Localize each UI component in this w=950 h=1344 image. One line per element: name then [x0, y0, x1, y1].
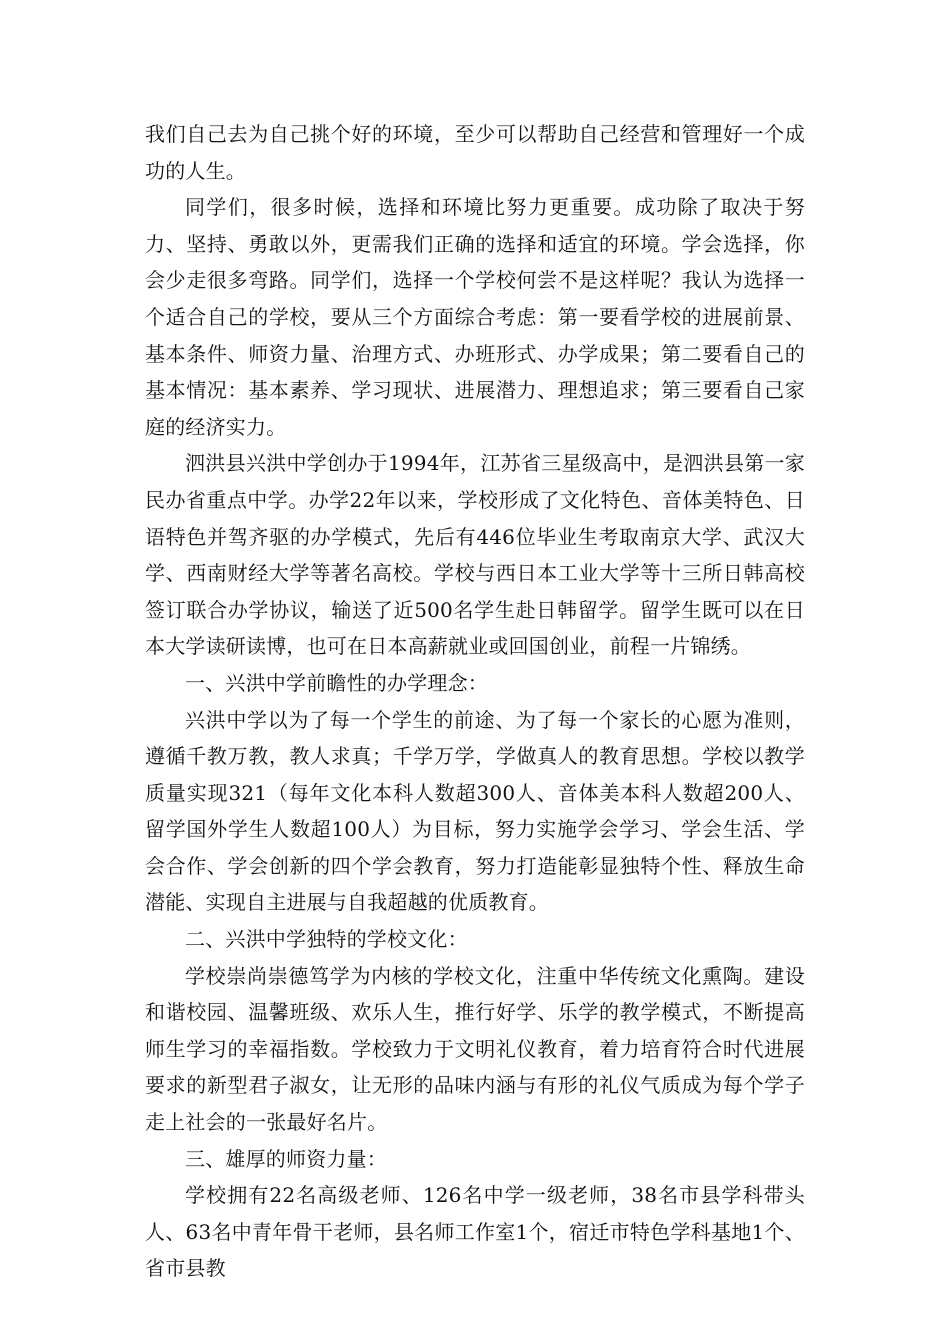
paragraph-continuation: 我们自己去为自己挑个好的环境，至少可以帮助自己经营和管理好一个成功的人生。	[145, 122, 805, 183]
section-heading-philosophy: 一、兴洪中学前瞻性的办学理念：	[185, 670, 488, 695]
section-heading-faculty: 三、雄厚的师资力量：	[185, 1146, 387, 1171]
paragraph-faculty: 学校拥有22名高级老师、126名中学一级老师，38名市县学科带头人、63名中青年骨干老师，县名师工作室1个，宿迁市特色学科基地1个、省市县教	[145, 1183, 805, 1281]
document-body	[145, 116, 805, 1287]
paragraph-culture: 学校崇尚崇德笃学为内核的学校文化，注重中华传统文化熏陶。建设和谐校园、温馨班级、欢乐人生，推行好学、乐学的教学模式，不断提高师生学习的幸福指数。学校致力于文明礼仪教育，着力培育符合时代进展要求的新型君子淑女，让无形的品味内涵与有形的礼仪气质成为每个学子走上社会的一张最好名片。	[145, 963, 805, 1135]
paragraph-choice-and-environment: 同学们，很多时候，选择和环境比努力更重要。成功除了取决于努力、坚持、勇敢以外，更需我们正确的选择和适宜的环境。学会选择，你会少走很多弯路。同学们，选择一个学校何尝不是这样呢？我认为选择一个适合自己的学校，要从三个方面综合考虑：第一要看学校的进展前景、基本条件、师资力量、治理方式、办班形式、办学成果；第二要看自己的基本情况：基本素养、学习现状、进展潜力、理想追求；第三要看自己家庭的经济实力。	[145, 195, 805, 439]
paragraph-school-introduction: 泗洪县兴洪中学创办于1994年，江苏省三星级高中，是泗洪县第一家民办省重点中学。办学22年以来，学校形成了文化特色、音体美特色、日语特色并驾齐驱的办学模式，先后有446位毕业生考取南京大学、武汉大学、西南财经大学等著名高校。学校与西日本工业大学等十三所日韩高校签订联合办学协议，输送了近500名学生赴日韩留学。留学生既可以在日本大学读研读博，也可在日本高薪就业或回国创业，前程一片锦绣。	[145, 451, 805, 659]
section-heading-culture: 二、兴洪中学独特的学校文化：	[185, 927, 468, 952]
paragraph-philosophy: 兴洪中学以为了每一个学生的前途、为了每一个家长的心愿为准则，遵循千教万教，教人求真；千学万学，学做真人的教育思想。学校以教学质量实现321（每年文化本科人数超300人、音体美本科人数超200人、留学国外学生人数超100人）为目标，努力实施学会学习、学会生活、学会合作、学会创新的四个学会教育，努力打造能彰显独特个性、释放生命潜能、实现自主进展与自我超越的优质教育。	[145, 707, 805, 915]
